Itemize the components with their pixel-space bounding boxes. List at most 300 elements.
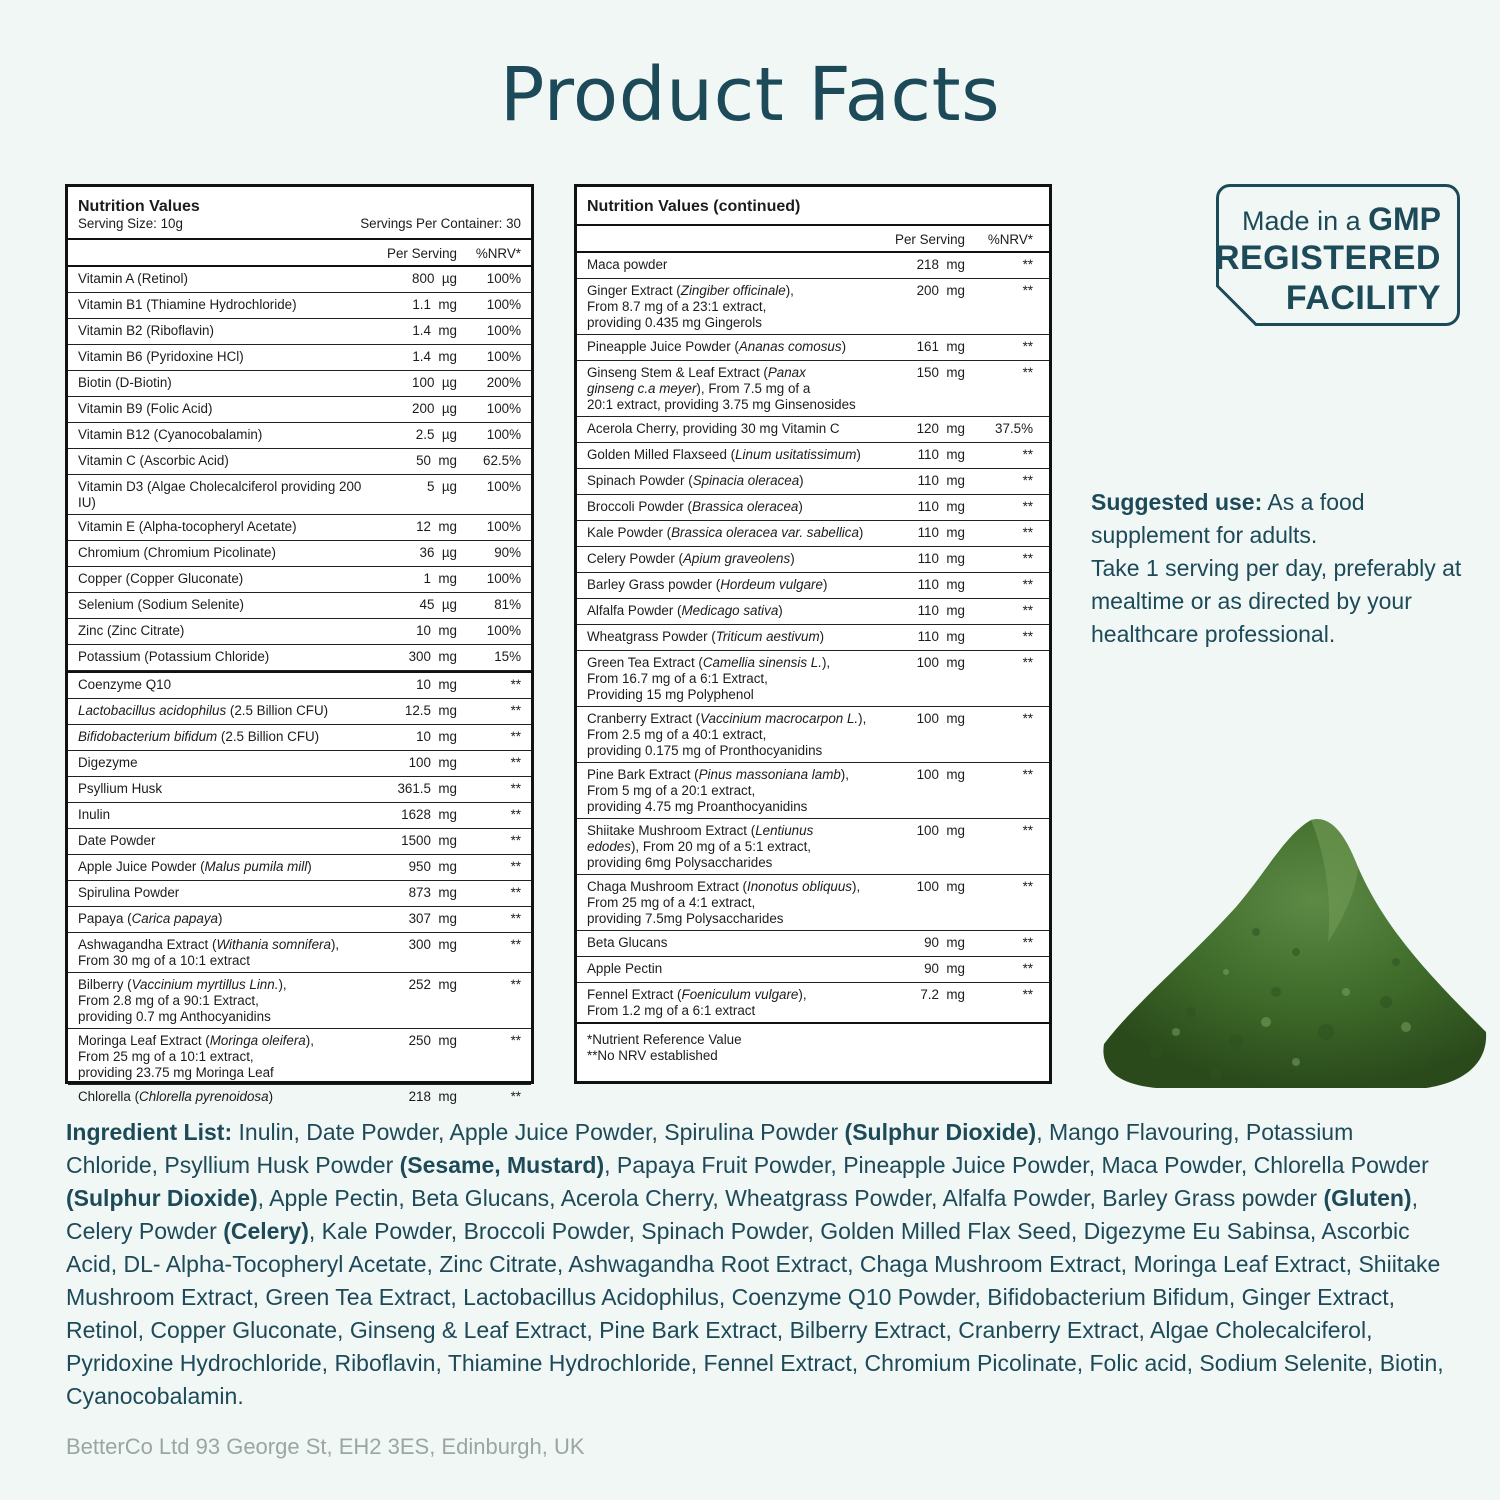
table-row — [577, 875, 1049, 931]
nutrient-line: Bifidobacterium bifidum (2.5 Billion CFU) — [78, 729, 320, 744]
nutrient-line: Golden Milled Flaxseed (Linum usitatissimum) — [587, 447, 861, 462]
nutrient-line: edodes), From 20 mg of a 5:1 extract, — [587, 839, 812, 854]
nutrient-nrv: ** — [510, 781, 521, 796]
nutrient-line: Celery Powder (Apium graveolens) — [587, 551, 795, 566]
nutrient-nrv: 37.5% — [995, 421, 1033, 436]
table-row — [577, 573, 1049, 599]
column-headers — [68, 240, 531, 267]
nutrient-line: Psyllium Husk — [78, 781, 163, 796]
nutrient-line: Fennel Extract (Foeniculum vulgare), — [587, 987, 807, 1002]
nutrient-latin-name: Vaccinium macrocarpon L. — [700, 711, 859, 726]
nutrient-nrv: ** — [510, 911, 521, 926]
nutrient-amount: 1 mg — [423, 571, 457, 586]
nutrient-name — [78, 349, 367, 367]
nutrient-line: Chlorella (Chlorella pyrenoidosa) — [78, 1089, 274, 1104]
nutrient-amount: 873 mg — [408, 885, 457, 900]
nutrient-latin-name: ginseng c.a meyer — [587, 381, 697, 396]
nutrient-name — [78, 1033, 367, 1081]
nutrient-nrv: 100% — [486, 519, 521, 534]
nutrient-latin-name: Lentiunus — [755, 823, 814, 838]
nutrient-line: Vitamin B2 (Riboflavin) — [78, 323, 214, 338]
nutrient-amount: 50 mg — [416, 453, 457, 468]
nutrient-amount: 800 µg — [412, 271, 457, 286]
nutrient-amount: 300 mg — [408, 937, 457, 952]
nutrient-line: Pine Bark Extract (Pinus massoniana lamb), — [587, 767, 849, 782]
table-row — [68, 1029, 531, 1085]
table-row — [68, 567, 531, 593]
allergen: (Sesame, Mustard) — [399, 1152, 605, 1178]
nutrient-nrv: ** — [1022, 473, 1033, 488]
nutrient-name — [587, 711, 879, 759]
table-row — [577, 469, 1049, 495]
nutrient-nrv: ** — [510, 1089, 521, 1104]
nutrient-name — [587, 879, 879, 927]
nutrient-amount: 110 mg — [917, 499, 965, 514]
nutrient-name — [587, 525, 879, 543]
table-notes — [577, 1022, 1049, 1072]
table-row — [68, 855, 531, 881]
table-row — [68, 267, 531, 293]
nutrient-name — [587, 447, 879, 465]
nutrient-line: From 16.7 mg of a 6:1 Extract, — [587, 671, 768, 686]
suggested-use-text1: As a food supplement for adults. — [1091, 489, 1365, 548]
nutrient-name — [78, 1089, 367, 1107]
nutrient-latin-name: Chlorella pyrenoidosa — [139, 1089, 269, 1104]
nutrient-nrv: ** — [1022, 987, 1033, 1002]
nutrient-nrv: 100% — [486, 271, 521, 286]
table-body — [68, 267, 531, 1110]
nutrient-nrv: ** — [1022, 257, 1033, 272]
nutrient-amount: 5 µg — [426, 479, 457, 494]
nutrient-name — [587, 961, 879, 979]
nutrient-name — [78, 859, 367, 877]
nutrient-nrv: ** — [510, 755, 521, 770]
nutrient-amount: 1628 mg — [401, 807, 457, 822]
nutrient-latin-name: Triticum aestivum — [715, 629, 820, 644]
nutrient-line: Vitamin E (Alpha-tocopheryl Acetate) — [78, 519, 297, 534]
nutrient-nrv: ** — [510, 937, 521, 952]
nutrient-amount: 1.4 mg — [412, 323, 457, 338]
note-no-nrv: **No NRV established — [587, 1048, 718, 1063]
nutrient-name — [78, 271, 367, 289]
nutrient-line: From 25 mg of a 10:1 extract, — [78, 1049, 254, 1064]
nutrient-nrv: ** — [1022, 935, 1033, 950]
nutrient-name — [78, 649, 367, 667]
table-row — [577, 763, 1049, 819]
nutrient-amount: 120 mg — [916, 421, 965, 436]
note-nrv: *Nutrient Reference Value — [587, 1032, 742, 1047]
nutrient-amount: 36 µg — [419, 545, 457, 560]
col-per-serving: Per Serving — [387, 246, 457, 261]
nutrient-nrv: 100% — [486, 401, 521, 416]
table-row — [577, 253, 1049, 279]
nutrient-line: Potassium (Potassium Chloride) — [78, 649, 270, 664]
nutrient-line: Vitamin B6 (Pyridoxine HCl) — [78, 349, 244, 364]
nutrient-name — [78, 677, 367, 695]
nutrient-line: Selenium (Sodium Selenite) — [78, 597, 244, 612]
table-row — [68, 593, 531, 619]
nutrient-line: Wheatgrass Powder (Triticum aestivum) — [587, 629, 825, 644]
nutrient-latin-name: Inonotus obliquus — [747, 879, 852, 894]
nutrient-latin-name: Foeniculum vulgare — [681, 987, 799, 1002]
nutrient-line: ginseng c.a meyer), From 7.5 mg of a — [587, 381, 811, 396]
nutrient-nrv: ** — [1022, 447, 1033, 462]
table-row — [68, 645, 531, 671]
nutrient-line: Spirulina Powder — [78, 885, 180, 900]
nutrient-latin-name: Carica papaya — [131, 911, 218, 926]
nutrient-nrv: ** — [510, 729, 521, 744]
table-row — [68, 907, 531, 933]
table-title: Nutrition Values — [78, 198, 200, 215]
nutrient-nrv: ** — [510, 677, 521, 692]
table-row — [577, 599, 1049, 625]
nutrient-line: providing 7.5mg Polysaccharides — [587, 911, 784, 926]
allergen: (Sulphur Dioxide) — [66, 1185, 258, 1211]
nutrient-line: From 25 mg of a 4:1 extract, — [587, 895, 756, 910]
table-row — [577, 707, 1049, 763]
table-row — [577, 625, 1049, 651]
nutrient-amount: 45 µg — [419, 597, 457, 612]
nutrient-line: providing 23.75 mg Moringa Leaf — [78, 1065, 274, 1080]
nutrient-amount: 10 mg — [416, 729, 457, 744]
table-row — [68, 933, 531, 973]
nutrient-amount: 361.5 mg — [397, 781, 457, 796]
nutrient-line: From 1.2 mg of a 6:1 extract — [587, 1003, 756, 1018]
nutrient-latin-name: edodes — [587, 839, 631, 854]
nutrient-name — [587, 283, 879, 331]
nutrient-nrv: ** — [1022, 525, 1033, 540]
nutrient-line: Date Powder — [78, 833, 156, 848]
table-row — [68, 777, 531, 803]
nutrient-nrv: ** — [510, 859, 521, 874]
table-row — [68, 319, 531, 345]
nutrient-nrv: 81% — [494, 597, 521, 612]
suggested-use — [1091, 486, 1471, 651]
nutrient-amount: 218 mg — [916, 257, 965, 272]
nutrient-nrv: 15% — [494, 649, 521, 664]
nutrient-line: Biotin (D-Biotin) — [78, 375, 172, 390]
nutrient-latin-name: Bifidobacterium bifidum — [78, 729, 218, 744]
nutrient-nrv: ** — [510, 1033, 521, 1048]
nutrient-nrv: 62.5% — [483, 453, 521, 468]
nutrient-nrv: ** — [1022, 499, 1033, 514]
nutrient-line: Spinach Powder (Spinacia oleracea) — [587, 473, 804, 488]
company-address: BetterCo Ltd 93 George St, EH2 3ES, Edinburgh, UK — [66, 1434, 585, 1459]
nutrient-name — [587, 823, 879, 871]
nutrient-name — [587, 257, 879, 275]
nutrient-latin-name: Pinus massoniana lamb — [698, 767, 841, 782]
nutrient-amount: 100 mg — [916, 655, 965, 670]
nutrient-amount: 110 mg — [917, 525, 965, 540]
nutrient-nrv: 100% — [486, 571, 521, 586]
nutrient-name — [587, 473, 879, 491]
nutrient-line: Vitamin B12 (Cyanocobalamin) — [78, 427, 263, 442]
table-row — [68, 881, 531, 907]
nutrient-name — [587, 629, 879, 647]
nutrient-line: Lactobacillus acidophilus (2.5 Billion CFU) — [78, 703, 329, 718]
table-row — [68, 371, 531, 397]
nutrient-name — [78, 597, 367, 615]
nutrient-name — [587, 577, 879, 595]
nutrient-amount: 100 µg — [412, 375, 457, 390]
nutrient-name — [78, 833, 367, 851]
gmp-badge — [1216, 184, 1460, 326]
nutrient-amount: 110 mg — [917, 551, 965, 566]
nutrient-latin-name: Vaccinium myrtillus Linn. — [131, 977, 279, 992]
nutrient-name — [78, 519, 367, 537]
nutrient-name — [587, 935, 879, 953]
nutrient-line: providing 0.435 mg Gingerols — [587, 315, 762, 330]
badge-line3: FACILITY — [1285, 279, 1441, 317]
nutrient-amount: 90 mg — [924, 961, 965, 976]
table-row — [68, 397, 531, 423]
nutrient-line: From 8.7 mg of a 23:1 extract, — [587, 299, 767, 314]
nutrient-line: Ginseng Stem & Leaf Extract (Panax — [587, 365, 806, 380]
nutrient-latin-name: Panax — [767, 365, 806, 380]
nutrient-line: Moringa Leaf Extract (Moringa oleifera), — [78, 1033, 314, 1048]
nutrient-line: Vitamin C (Ascorbic Acid) — [78, 453, 229, 468]
table-row — [577, 983, 1049, 1022]
nutrient-line: providing 0.7 mg Anthocyanidins — [78, 1009, 271, 1024]
nutrient-amount: 161 mg — [916, 339, 965, 354]
nutrient-nrv: ** — [510, 703, 521, 718]
servings-per-container: Servings Per Container: 30 — [360, 216, 521, 231]
badge-line1: Made in a — [1242, 206, 1369, 236]
nutrient-amount: 110 mg — [917, 447, 965, 462]
suggested-use-text2: Take 1 serving per day, preferably at mealtime or as directed by your healthcare professional. — [1091, 555, 1462, 647]
nutrient-line: Inulin — [78, 807, 111, 822]
nutrient-line: Cranberry Extract (Vaccinium macrocarpon L.), — [587, 711, 867, 726]
table-row — [577, 443, 1049, 469]
nutrient-nrv: 100% — [486, 427, 521, 442]
nutrient-nrv: ** — [1022, 823, 1033, 838]
nutrient-line: Green Tea Extract (Camellia sinensis L.), — [587, 655, 831, 670]
nutrient-line: Maca powder — [587, 257, 668, 272]
nutrient-nrv: 90% — [494, 545, 521, 560]
nutrient-nrv: ** — [1022, 711, 1033, 726]
nutrient-amount: 250 mg — [408, 1033, 457, 1048]
nutrient-nrv: ** — [510, 833, 521, 848]
nutrient-amount: 1.1 mg — [412, 297, 457, 312]
nutrient-line: providing 6mg Polysaccharides — [587, 855, 773, 870]
nutrient-amount: 1500 mg — [401, 833, 457, 848]
nutrient-nrv: ** — [1022, 283, 1033, 298]
table-body — [577, 253, 1049, 1022]
suggested-use-label: Suggested use: — [1091, 489, 1263, 515]
nutrient-amount: 100 mg — [916, 711, 965, 726]
nutrient-latin-name: Malus pumila mill — [204, 859, 308, 874]
nutrient-amount: 110 mg — [917, 577, 965, 592]
nutrient-line: Apple Juice Powder (Malus pumila mill) — [78, 859, 312, 874]
nutrient-nrv: ** — [510, 807, 521, 822]
nutrient-name — [587, 339, 879, 357]
nutrient-latin-name: Spinacia oleracea — [692, 473, 800, 488]
nutrient-line: Bilberry (Vaccinium myrtillus Linn.), — [78, 977, 287, 992]
table-row — [68, 515, 531, 541]
badge-gmp: GMP — [1368, 201, 1441, 237]
table-row — [68, 699, 531, 725]
nutrient-name — [78, 703, 367, 721]
nutrient-latin-name: Zingiber officinale — [680, 283, 786, 298]
table-row — [577, 417, 1049, 443]
nutrient-latin-name: Medicago sativa — [681, 603, 779, 618]
table-row — [577, 361, 1049, 417]
nutrient-name — [78, 401, 367, 419]
nutrient-amount: 10 mg — [416, 623, 457, 638]
nutrient-amount: 110 mg — [917, 473, 965, 488]
nutrient-amount: 200 µg — [412, 401, 457, 416]
badge-line2: REGISTERED — [1214, 239, 1441, 277]
table-row — [68, 671, 531, 699]
nutrient-line: 20:1 extract, providing 3.75 mg Ginsenosides — [587, 397, 856, 412]
nutrient-line: Barley Grass powder (Hordeum vulgare) — [587, 577, 828, 592]
nutrient-nrv: ** — [510, 885, 521, 900]
nutrient-latin-name: Lactobacillus acidophilus — [78, 703, 227, 718]
nutrient-amount: 300 mg — [408, 649, 457, 664]
column-headers — [577, 226, 1049, 253]
nutrient-name — [78, 937, 367, 969]
nutrition-table-right — [574, 184, 1052, 1084]
allergen: (Sulphur Dioxide) — [844, 1119, 1037, 1145]
nutrient-name — [78, 323, 367, 341]
nutrient-nrv: 100% — [486, 297, 521, 312]
nutrient-line: From 5 mg of a 20:1 extract, — [587, 783, 756, 798]
nutrient-line: Coenzyme Q10 — [78, 677, 172, 692]
nutrient-line: Acerola Cherry, providing 30 mg Vitamin C — [587, 421, 840, 436]
ingredient-list-label: Ingredient List: — [66, 1119, 233, 1145]
table-row — [68, 973, 531, 1029]
nutrient-amount: 100 mg — [916, 879, 965, 894]
table-row — [68, 619, 531, 645]
nutrient-latin-name: Withania somnifera — [216, 937, 331, 952]
nutrient-amount: 12 mg — [416, 519, 457, 534]
nutrient-amount: 150 mg — [916, 365, 965, 380]
nutrient-name — [587, 551, 879, 569]
nutrient-nrv: ** — [1022, 655, 1033, 670]
allergen: (Gluten) — [1323, 1185, 1412, 1211]
nutrient-line: From 2.8 mg of a 90:1 Extract, — [78, 993, 259, 1008]
table-row — [68, 829, 531, 855]
nutrient-nrv: ** — [1022, 961, 1033, 976]
table-row — [577, 819, 1049, 875]
nutrient-nrv: 100% — [486, 479, 521, 494]
table-row — [577, 335, 1049, 361]
col-nrv: %NRV* — [475, 246, 521, 261]
nutrient-amount: 90 mg — [924, 935, 965, 950]
table-row — [577, 279, 1049, 335]
nutrient-line: From 30 mg of a 10:1 extract — [78, 953, 250, 968]
table-row — [68, 1085, 531, 1110]
nutrient-line: Chromium (Chromium Picolinate) — [78, 545, 276, 560]
table-header — [577, 187, 1049, 226]
nutrient-name — [78, 453, 367, 471]
nutrient-name — [78, 885, 367, 903]
nutrition-table-left — [65, 184, 534, 1104]
nutrient-nrv: ** — [1022, 767, 1033, 782]
nutrient-amount: 2.5 µg — [415, 427, 457, 442]
nutrient-line: Providing 15 mg Polyphenol — [587, 687, 754, 702]
nutrient-line: Ashwagandha Extract (Withania somnifera), — [78, 937, 340, 952]
nutrient-name — [78, 479, 367, 511]
nutrient-name — [78, 977, 367, 1025]
nutrient-latin-name: Ananas comosus — [738, 339, 842, 354]
nutrient-amount: 1.4 mg — [412, 349, 457, 364]
nutrient-name — [78, 297, 367, 315]
nutrient-latin-name: Camellia sinensis L. — [702, 655, 822, 670]
table-row — [68, 449, 531, 475]
table-row — [68, 751, 531, 777]
nutrient-nrv: ** — [1022, 629, 1033, 644]
nutrient-line: Copper (Copper Gluconate) — [78, 571, 244, 586]
nutrient-amount: 110 mg — [917, 603, 965, 618]
nutrient-name — [587, 603, 879, 621]
nutrient-name — [78, 781, 367, 799]
nutrient-amount: 252 mg — [408, 977, 457, 992]
nutrient-nrv: ** — [1022, 551, 1033, 566]
nutrient-amount: 100 mg — [408, 755, 457, 770]
nutrient-name — [78, 755, 367, 773]
nutrient-line: Ginger Extract (Zingiber officinale), — [587, 283, 794, 298]
nutrient-line: Vitamin D3 (Algae Cholecalciferol providing 200 IU) — [78, 479, 362, 510]
nutrient-line: Vitamin B9 (Folic Acid) — [78, 401, 213, 416]
ingredient-list-body: Inulin, Date Powder, Apple Juice Powder, Spirulina Powder (Sulphur Dioxide), Mango Flavouring, Potassium Chloride, Psyllium Husk Powder (Sesame, Mustard), Papaya Fruit Powder, Pineapple Juice Powder, Maca Powder, Chlorella Powder (Sulphur Dioxide), Apple Pectin, Beta Glucans, Acerola Cherry, Wheatgrass Powder, Alfalfa Powder, Barley Grass powder (Gluten), Celery Powder (Celery), Kale Powder, Broccoli Powder, Spinach Powder, Golden Milled Flax Seed, Digezyme Eu Sabinsa, Ascorbic Acid, DL- Alpha-Tocopheryl Acetate, Zinc Citrate, Ashwagandha Root Extract, Chaga Mushroom Extract, Moringa Leaf Extract, Shiitake Mushroom Extract, Green Tea Extract, Lactobacillus Acidophilus, Coenzyme Q10 Powder, Bifidobacterium Bifidum, Ginger Extract, Retinol, Copper Gluconate, Ginseng & Leaf Extract, Pine Bark Extract, Bilberry Extract, Cranberry Extract, Algae Cholecalciferol, Pyridoxine Hydrochloride, Riboflavin, Thiamine Hydrochloride, Fennel Extract, Chromium Picolinate, Folic acid, Sodium Selenite, Biotin, Cyanocobalamin. — [66, 1119, 1444, 1409]
nutrient-line: Chaga Mushroom Extract (Inonotus obliquus), — [587, 879, 861, 894]
table-row — [68, 475, 531, 515]
nutrient-line: Zinc (Zinc Citrate) — [78, 623, 185, 638]
nutrient-latin-name: Moringa oleifera — [209, 1033, 306, 1048]
nutrient-name — [78, 545, 367, 563]
nutrient-name — [78, 623, 367, 641]
nutrient-amount: 218 mg — [408, 1089, 457, 1104]
green-powder-image — [1096, 812, 1492, 1092]
nutrient-line: Papaya (Carica papaya) — [78, 911, 223, 926]
nutrient-amount: 110 mg — [917, 629, 965, 644]
table-row — [577, 495, 1049, 521]
col-nrv: %NRV* — [987, 232, 1033, 247]
nutrient-line: From 2.5 mg of a 40:1 extract, — [587, 727, 767, 742]
nutrient-line: Alfalfa Powder (Medicago sativa) — [587, 603, 783, 618]
nutrient-nrv: 200% — [486, 375, 521, 390]
nutrient-line: Broccoli Powder (Brassica oleracea) — [587, 499, 803, 514]
table-row — [577, 521, 1049, 547]
nutrient-nrv: 100% — [486, 323, 521, 338]
nutrient-nrv: ** — [1022, 879, 1033, 894]
col-per-serving: Per Serving — [895, 232, 965, 247]
nutrient-nrv: ** — [1022, 365, 1033, 380]
nutrient-name — [587, 655, 879, 703]
nutrient-amount: 7.2 mg — [920, 987, 965, 1002]
nutrient-amount: 12.5 mg — [404, 703, 457, 718]
nutrient-amount: 100 mg — [916, 823, 965, 838]
nutrient-nrv: ** — [1022, 603, 1033, 618]
serving-size: Serving Size: 10g — [78, 216, 183, 231]
nutrient-latin-name: Apium graveolens — [683, 551, 791, 566]
allergen: (Celery) — [223, 1218, 309, 1244]
nutrient-name — [78, 807, 367, 825]
nutrient-latin-name: Brassica oleracea — [691, 499, 799, 514]
table-row — [68, 345, 531, 371]
table-row — [577, 547, 1049, 573]
table-row — [68, 803, 531, 829]
nutrient-name — [78, 729, 367, 747]
nutrient-name — [587, 499, 879, 517]
page-title: Product Facts — [499, 52, 1001, 138]
nutrient-nrv: ** — [1022, 577, 1033, 592]
table-row — [577, 651, 1049, 707]
table-row — [68, 541, 531, 567]
nutrient-nrv: ** — [510, 977, 521, 992]
ingredient-list — [66, 1116, 1446, 1413]
